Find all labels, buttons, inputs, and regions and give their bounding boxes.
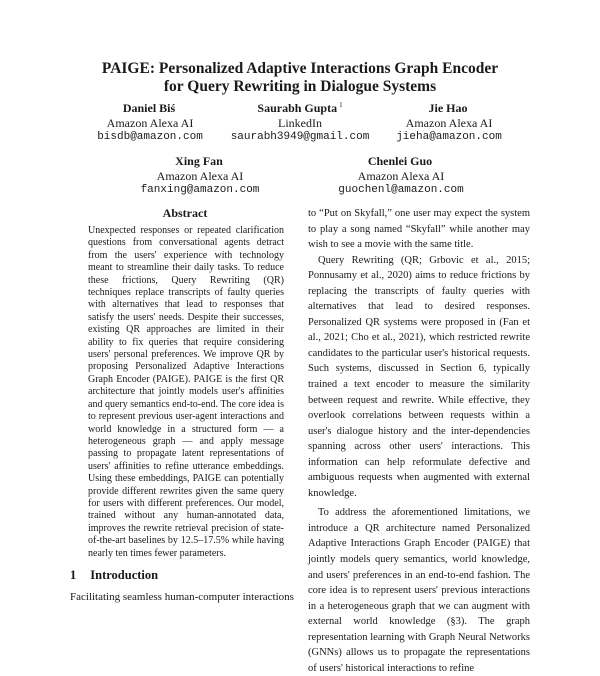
author-block	[396, 98, 502, 145]
footnote-marker: 1	[339, 101, 343, 109]
author-email[interactable]: bisdb@amazon.com	[97, 131, 203, 143]
paragraph: to “Put on Skyfall,” one user may expect the system to play a song named “Skyfall” while another may wish to see a movie with the same title.	[308, 208, 530, 251]
paper-title	[0, 60, 600, 96]
author-email[interactable]: jieha@amazon.com	[396, 131, 502, 143]
author-name: Jie Hao	[428, 101, 468, 115]
title-line-2: for Query Rewriting in Dialogue Systems	[163, 78, 437, 95]
paragraph: Query Rewriting (QR; Grbovic et al., 2015; Ponnusamy et al., 2020) aims to reduce frictions by replacing the transcripts of faulty queries with alternatives that lead to desired responses. Personalized QR systems were proposed in (Fan et al., 2021; Cho et al., 2021), which restricted rewrite candidates to the particular user's historical requests. Such systems, discussed in Section 6, typically trained a text encoder to measure the similarity between request and rewrite. While effective, they overlook correlations between requests within a user's dialogue history and the inter-dependencies spanning across other users' interactions. This information can help reformulate defective and ambiguous requests when augmented with external knowledge.	[308, 254, 530, 499]
author-affiliation: Amazon Alexa AI	[106, 115, 194, 130]
author-name: Xing Fan	[175, 154, 223, 168]
author-name: Daniel Biś	[122, 101, 176, 115]
author-affiliation: Amazon Alexa AI	[357, 168, 445, 183]
author-affiliation: Amazon Alexa AI	[156, 168, 244, 183]
abstract-heading: Abstract	[162, 206, 208, 220]
section-title: Introduction	[90, 568, 159, 582]
right-column	[308, 206, 530, 676]
author-email[interactable]: guochenl@amazon.com	[338, 184, 464, 196]
author-name: Chenlei Guo	[367, 154, 433, 168]
author-name: Saurabh Gupta	[257, 101, 338, 115]
author-block	[231, 98, 370, 145]
intro-first-line: Facilitating seamless human-computer interactions	[70, 591, 294, 603]
author-affiliation: LinkedIn	[278, 115, 322, 130]
author-affiliation: Amazon Alexa AI	[405, 115, 493, 130]
author-email[interactable]: fanxing@amazon.com	[140, 184, 260, 196]
author-block	[338, 151, 463, 198]
author-block	[97, 98, 203, 145]
section-number: 1	[70, 568, 77, 582]
paragraph: To address the aforementioned limitations, we introduce a QR architecture named Personalized Adaptive Interactions Graph Encoder (PAIGE) that jointly models query semantics, world knowledge, and users' preferences in an end-to-end fashion. The core idea is to represent users' previous interactions in a heterogeneous graph that we can augment with external world knowledge (§3). The graph representation learning with Graph Neural Networks (GNNs) allows us to propagate the representations of users' historical interactions to refine	[308, 507, 530, 674]
abstract-body: Unexpected responses or repeated clarification questions from conversational agents detract from the users' experience with technology meant to streamline their daily tasks. To reduce these frictions, Query Rewriting (QR) techniques replace transcripts of faulty queries with alternatives that lead to responses that satisfy the users' needs. Despite their successes, existing QR approaches are limited in their ability to fix queries that require considering users' personal preferences. We improve QR by proposing Personalized Adaptive Interactions Graph Encoder (PAIGE). PAIGE is the first QR architecture that jointly models user's affinities and query semantics end-to-end. The core idea is to represent previous user-agent interactions and world knowledge in a structured form — a heterogeneous graph — and apply message passing to propagate latent representations of users' affinities to refine utterance embeddings. Using these embeddings, PAIGE can potentially provide different rewrites given the same query for users with different preferences. Our model, trained without any human-annotated data, improves the rewrite retrieval precision of state-of-the-art baselines by 12.5–17.5% while having nearly ten times fewer parameters.	[88, 225, 284, 559]
section-heading	[70, 568, 158, 583]
author-block	[141, 151, 260, 198]
title-line-1: PAIGE: Personalized Adaptive Interactions Graph Encoder	[101, 60, 499, 77]
author-email[interactable]: saurabh3949@gmail.com	[230, 131, 370, 143]
